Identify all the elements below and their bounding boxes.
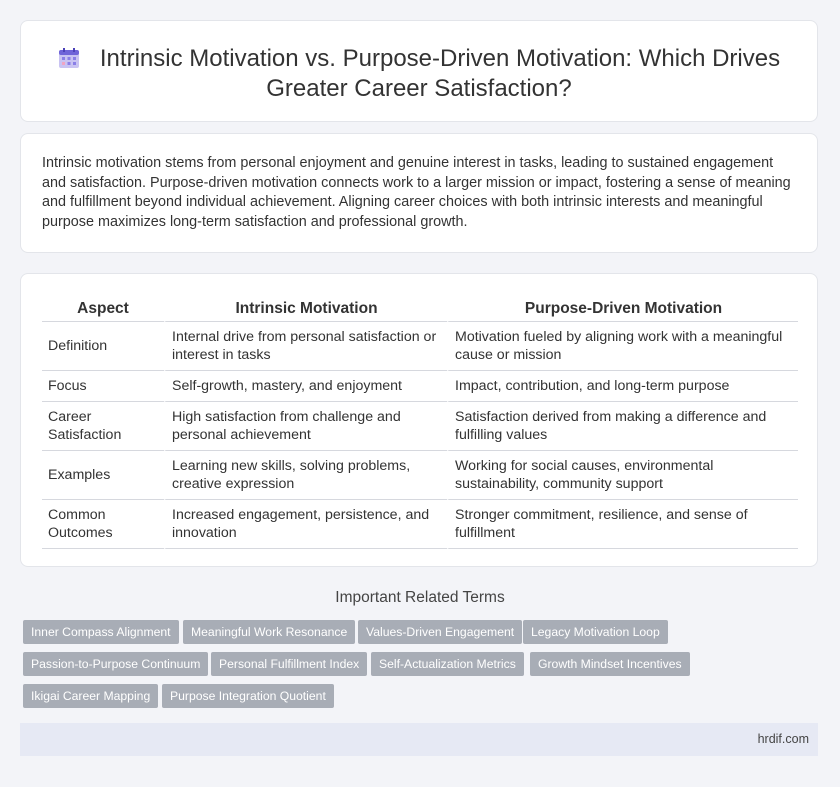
table-row (42, 371, 798, 402)
row-aspect: Examples (42, 451, 164, 500)
table-header-row (42, 296, 798, 322)
header-aspect: Aspect (42, 296, 164, 322)
row-purpose: Motivation fueled by aligning work with a meaningful cause or mission (447, 322, 798, 371)
row-intrinsic: Increased engagement, persistence, and innovation (164, 500, 447, 549)
row-aspect: Definition (42, 322, 164, 371)
header-intrinsic: Intrinsic Motivation (164, 296, 447, 322)
row-aspect: Career Satisfaction (42, 402, 164, 451)
row-aspect: Focus (42, 371, 164, 402)
intro-paragraph: Intrinsic motivation stems from personal enjoyment and genuine interest in tasks, leading to sustained engagement and satisfaction. Purpose-driven motivation connects work to a larger mission or impact, fostering a sense of meaning and fulfillment beyond individual achievement. Aligning career choices with both intrinsic interests and meaningful purpose maximizes long-term satisfaction and professional growth. (42, 155, 791, 230)
related-term-tag[interactable]: Inner Compass Alignment (23, 620, 179, 644)
related-term-tag[interactable]: Legacy Motivation Loop (523, 620, 668, 644)
table-row (42, 322, 798, 371)
row-aspect: Common Outcomes (42, 500, 164, 549)
title-card (20, 20, 818, 122)
comparison-card (20, 273, 818, 567)
row-intrinsic: High satisfaction from challenge and personal achievement (164, 402, 447, 451)
footer (20, 723, 818, 756)
row-purpose: Impact, contribution, and long-term purpose (447, 371, 798, 402)
page-title-block (21, 44, 817, 104)
row-intrinsic: Self-growth, mastery, and enjoyment (164, 371, 447, 402)
row-purpose: Satisfaction derived from making a difference and fulfilling values (447, 402, 798, 451)
row-intrinsic: Learning new skills, solving problems, creative expression (164, 451, 447, 500)
page-title: Intrinsic Motivation vs. Purpose-Driven Motivation: Which Drives Greater Career Satisfaction? (99, 45, 781, 102)
table-row (42, 402, 798, 451)
row-intrinsic: Internal drive from personal satisfaction or interest in tasks (164, 322, 447, 371)
related-term-tag[interactable]: Meaningful Work Resonance (183, 620, 355, 644)
table-row (42, 500, 798, 549)
header-purpose: Purpose-Driven Motivation (447, 296, 798, 322)
table-row (42, 451, 798, 500)
related-term-tag[interactable]: Personal Fulfillment Index (211, 652, 367, 676)
related-term-tag[interactable]: Self-Actualization Metrics (371, 652, 524, 676)
intro-card (20, 133, 818, 253)
related-term-tag[interactable]: Growth Mindset Incentives (530, 652, 690, 676)
related-term-tag[interactable]: Ikigai Career Mapping (23, 684, 158, 708)
comparison-table (42, 296, 798, 549)
related-term-tag[interactable]: Purpose Integration Quotient (162, 684, 334, 708)
calendar-icon (58, 47, 80, 69)
related-term-tag[interactable]: Values-Driven Engagement (358, 620, 522, 644)
related-terms-title: Important Related Terms (335, 589, 505, 606)
row-purpose: Working for social causes, environmental sustainability, community support (447, 451, 798, 500)
footer-site-link[interactable]: hrdif.com (757, 732, 809, 746)
related-term-tag[interactable]: Passion-to-Purpose Continuum (23, 652, 208, 676)
row-purpose: Stronger commitment, resilience, and sense of fulfillment (447, 500, 798, 549)
